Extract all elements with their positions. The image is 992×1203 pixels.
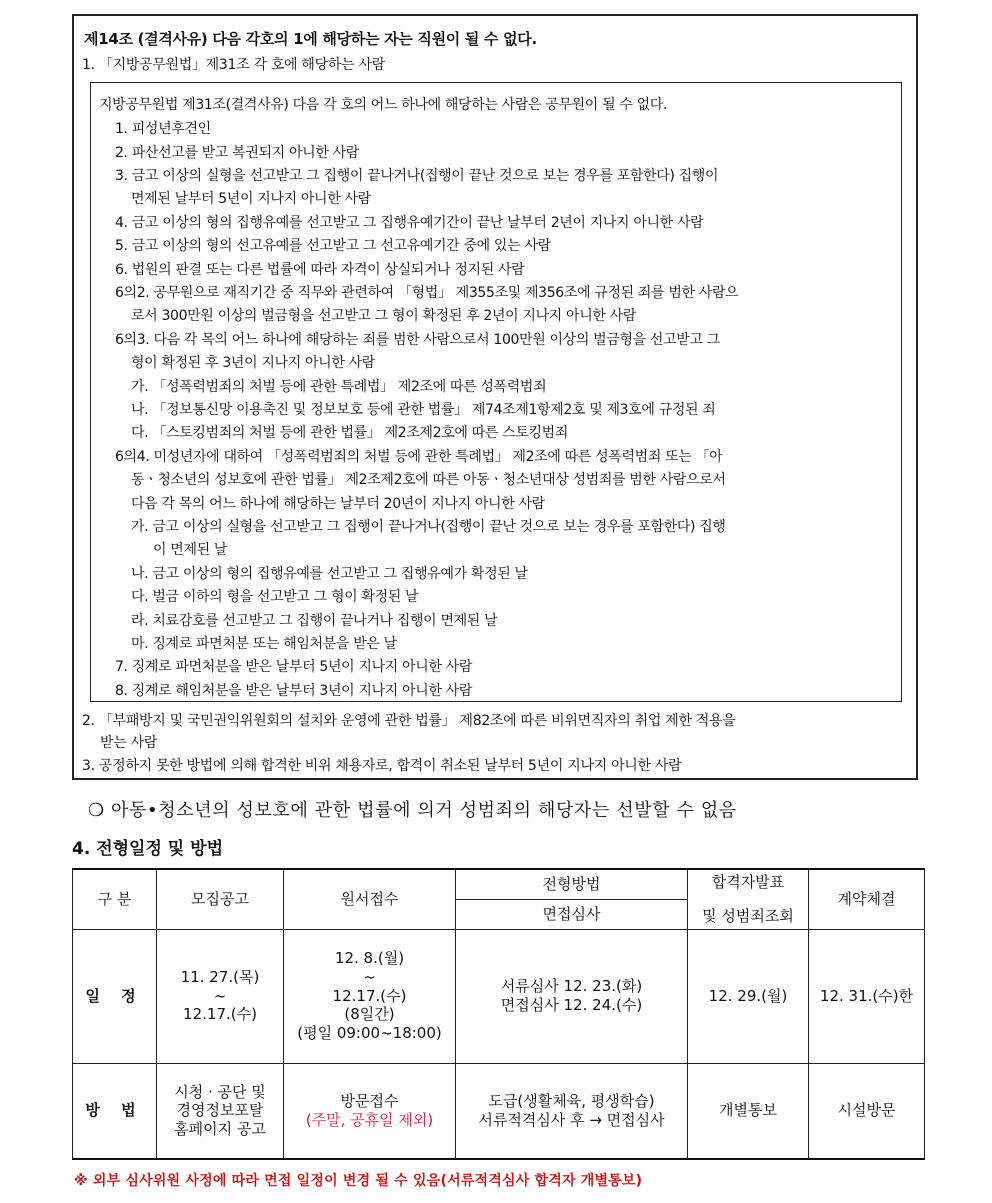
- quote-line: 동ㆍ청소년의 성보호에 관한 법률」 제2조제2호에 따른 아동ㆍ청소년대상 성범죄를 범한 사람으로서: [131, 472, 726, 488]
- quote-line: 다. 「스토킹범죄의 처벌 등에 관한 법률」 제2조제2호에 따른 스토킹범죄: [131, 425, 569, 441]
- quote-line: 라. 치료감호를 선고받고 그 집행이 끝나거나 집행이 면제된 날: [131, 613, 498, 629]
- recruit-method-line: 경영정보포탈: [176, 1101, 264, 1120]
- item-1: 1. 「지방공무원법」제31조 각 호에 해당하는 사람: [82, 57, 385, 73]
- recruit-end: 12.17.(수): [183, 1005, 257, 1024]
- result-date: 12. 29.(월): [688, 929, 809, 1063]
- header-method: 전형방법: [456, 869, 688, 899]
- recruit-period: [157, 929, 284, 1063]
- disqualification-box: [72, 14, 918, 780]
- quote-line: 2. 파산선고를 받고 복권되지 아니한 사람: [115, 145, 359, 161]
- quote-line: 7. 징계로 파면처분을 받은 날부터 5년이 지나지 아니한 사람: [115, 659, 473, 675]
- contract-date: 12. 31.(수)한: [809, 929, 925, 1063]
- quote-line: 형이 확정된 후 3년이 지나지 아니한 사람: [131, 355, 375, 371]
- apply-method-note: (주말, 공휴일 제외): [305, 1110, 434, 1129]
- quote-line: 6의3. 다음 각 목의 어느 하나에 해당하는 죄를 범한 사람으로서 100만원 이상의 벌금형을 선고받고 그: [115, 332, 720, 348]
- apply-days: (8일간): [344, 1005, 395, 1024]
- apply-period: [284, 929, 456, 1063]
- item-2-cont: 받는 사람: [100, 735, 158, 751]
- header-contract: 계약체결: [809, 869, 925, 929]
- article-title: 제14조 (결격사유) 다음 각호의 1에 해당하는 자는 직원이 될 수 없다.: [84, 30, 537, 48]
- quote-line: 다. 벌금 이하의 형을 선고받고 그 형이 확정된 날: [131, 589, 419, 605]
- quote-line: 6. 법원의 판결 또는 다른 법률에 따라 자격이 상실되거나 정지된 사람: [115, 262, 525, 278]
- header-recruit: 모집공고: [157, 869, 284, 929]
- apply-end: 12.17.(수): [332, 986, 407, 1005]
- quote-line: 3. 금고 이상의 실형을 선고받고 그 집행이 끝나거나(집행이 끝난 것으로 보는 경우를 포함한다) 집행이: [115, 168, 719, 184]
- quote-line: 나. 금고 이상의 형의 집행유예를 선고받고 그 집행유예가 확정된 날: [131, 566, 528, 582]
- schedule-table: [72, 868, 925, 1160]
- apply-tilde: ~: [363, 967, 376, 986]
- header-apply: 원서접수: [284, 869, 456, 929]
- row-schedule-head: 일 정: [73, 929, 157, 1063]
- quote-line: 로서 300만원 이상의 벌금형을 선고받고 그 형이 확정된 후 2년이 지나지 아니한 사람: [131, 308, 636, 324]
- quote-line: 5. 금고 이상의 형의 선고유예를 선고받고 그 선고유예기간 중에 있는 사람: [115, 238, 551, 254]
- recruit-method-line: 시청 · 공단 및: [174, 1082, 266, 1101]
- apply-method-label: 방문접수: [340, 1092, 399, 1110]
- recruit-start: 11. 27.(목): [180, 967, 260, 986]
- apply-start: 12. 8.(월): [334, 949, 405, 968]
- apply-hours: (평일 09:00~18:00): [297, 1024, 442, 1043]
- quote-line: 6의4. 미성년자에 대하여 「성폭력범죄의 처벌 등에 관한 특례법」 제2조에 따른 성폭력범죄 또는 「아: [115, 449, 723, 465]
- recruit-method-line: 홈페이지 공고: [174, 1120, 266, 1139]
- recruit-tilde: ~: [213, 986, 227, 1005]
- header-gubun: 구 분: [73, 869, 157, 929]
- header-result-line1: 합격자발표: [711, 872, 785, 891]
- method-schedule: [456, 929, 688, 1063]
- contract-method: 시설방문: [809, 1063, 925, 1159]
- quote-line: 면제된 날부터 5년이 지나지 아니한 사람: [131, 191, 371, 207]
- selection-method-line: 도급(생활체육, 평생학습): [488, 1092, 655, 1110]
- law-quote-box: [90, 82, 902, 702]
- section-title: 4. 전형일정 및 방법: [72, 839, 223, 859]
- sex-crime-note: ❍ 아동•청소년의 성보호에 관한 법률에 의거 성범죄의 해당자는 선발할 수 없음: [88, 800, 737, 821]
- selection-method: [456, 1063, 688, 1159]
- selection-method-line: 서류적격심사 후 → 면접심사: [478, 1110, 665, 1129]
- item-2: 2. 「부패방지 및 국민권익위원회의 설치와 운영에 관한 법률」 제82조에 따른 비위면직자의 취업 제한 적용을: [82, 713, 736, 729]
- quote-line: 8. 징계로 해임처분을 받은 날부터 3년이 지나지 아니한 사람: [115, 683, 473, 699]
- quote-line: 4. 금고 이상의 형의 집행유예를 선고받고 그 집행유예기간이 끝난 날부터 2년이 지나지 아니한 사람: [115, 215, 704, 231]
- row-method-head: 방 법: [73, 1063, 157, 1159]
- document-review-date: 서류심사 12. 23.(화): [500, 977, 643, 996]
- quote-line: 이 면제된 날: [153, 542, 228, 558]
- apply-method: [284, 1063, 456, 1159]
- footnote: ※ 외부 심사위원 사정에 따라 면접 일정이 변경 될 수 있음(서류적격심사 합격자 개별통보): [74, 1173, 643, 1189]
- quote-heading: 지방공무원법 제31조(결격사유) 다음 각 호의 어느 하나에 해당하는 사람은 공무원이 될 수 없다.: [99, 97, 668, 113]
- quote-line: 마. 징계로 파면처분 또는 해임처분을 받은 날: [131, 636, 397, 652]
- quote-line: 다음 각 목의 어느 하나에 해당하는 날부터 20년이 지나지 아니한 사람: [131, 496, 545, 512]
- header-result-line2: 및 성범죄조회: [702, 907, 794, 926]
- header-interview: 면접심사: [456, 899, 688, 929]
- item-3: 3. 공정하지 못한 방법에 의해 합격한 비위 채용자로, 합격이 취소된 날부터 5년이 지나지 아니한 사람: [82, 758, 682, 774]
- header-result: [688, 869, 809, 929]
- recruit-method: [157, 1063, 284, 1159]
- quote-line: 가. 「성폭력범죄의 처벌 등에 관한 특례법」 제2조에 따른 성폭력범죄: [131, 379, 547, 395]
- quote-line: 나. 「정보통신망 이용촉진 및 정보보호 등에 관한 법률」 제74조제1항제2호 및 제3호에 규정된 죄: [131, 402, 716, 418]
- interview-date: 면접심사 12. 24.(수): [500, 996, 643, 1014]
- quote-line: 1. 피성년후견인: [115, 121, 211, 137]
- quote-line: 가. 금고 이상의 실형을 선고받고 그 집행이 끝나거나(집행이 끝난 것으로 보는 경우를 포함한다) 집행: [131, 519, 726, 535]
- result-method: 개별통보: [688, 1063, 809, 1159]
- quote-line: 6의2. 공무원으로 재직기간 중 직무와 관련하여 「형법」 제355조및 제356조에 규정된 죄를 범한 사람으: [115, 285, 739, 301]
